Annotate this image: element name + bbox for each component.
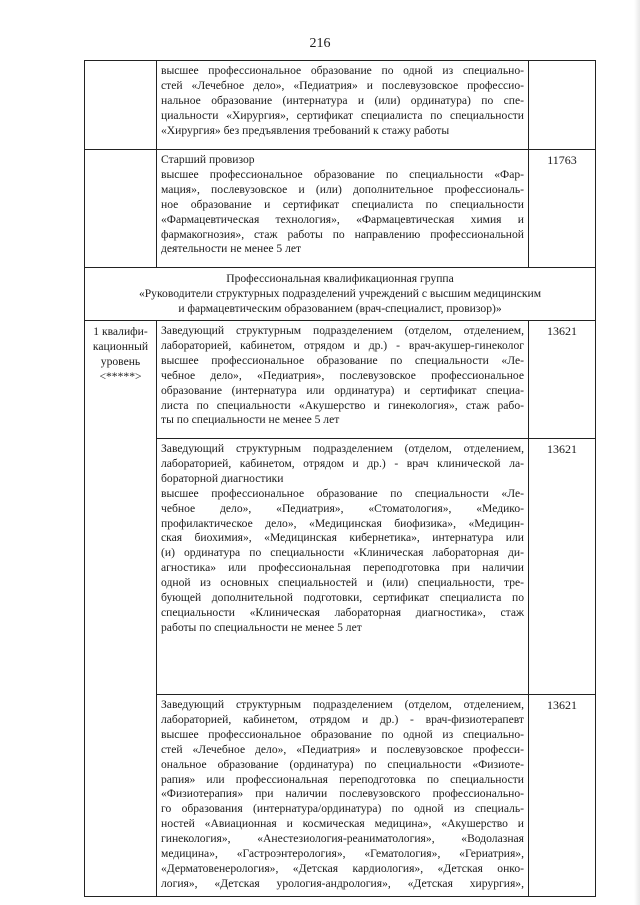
table-row	[85, 321, 596, 439]
level-line: <*****>	[99, 370, 142, 383]
group-header-row	[85, 268, 596, 321]
text-line: высшее профессиональное образование по одной из специально-	[161, 64, 524, 77]
position-description	[157, 439, 529, 695]
text-line: высшее профессиональное образование по специальности «Фар-	[161, 167, 524, 181]
text-line: медицина», «Гастроэнтерология», «Гематология», «Гериатрия»,	[161, 847, 524, 861]
level-cell-empty	[85, 61, 157, 150]
table-row	[85, 695, 596, 897]
text-line: (и) ординатура по специальности «Клиническая лабораторная ди-	[161, 546, 524, 560]
text-line: «Дерматовенерология», «Детская кардиология», «Детская онко-	[161, 861, 524, 875]
text-line: одной из основных специальностей и (или) специальности, тре-	[161, 576, 524, 590]
text-line: логия», «Детская урология-андрология», «Детская хирургия»,	[161, 876, 524, 890]
salary-cell: 13621	[529, 439, 596, 695]
qualification-level-cell	[85, 321, 157, 897]
text-line: Заведующий структурным подразделением (отделом, отделением,	[161, 324, 524, 337]
level-line: кационный	[92, 340, 149, 353]
table-row	[85, 150, 596, 268]
text-line: ностей «Авиационная и космическая медицина», «Акушерство и	[161, 817, 524, 831]
text-line: образование (интернатура или ординатура) и сертификат специа-	[161, 383, 524, 397]
text-line: чебное дело», «Педиатрия», «Стоматология», «Медико-	[161, 501, 524, 515]
text-line: Заведующий структурным подразделением (отделом, отделением,	[161, 442, 524, 455]
text-line: лабораторией, кабинетом, отрядом и др.) - врач-акушер-гинеколог	[161, 338, 524, 352]
position-description	[157, 321, 529, 439]
text-line: «Фармацевтическая технология», «Фармацевтическая химия и	[161, 212, 524, 226]
salary-cell: 11763	[529, 150, 596, 268]
qualification-group-title	[85, 268, 596, 321]
text-line: бораторной диагностики	[161, 471, 284, 485]
text-line: «Хирургия» без предъявления требований к стажу работы	[161, 123, 450, 137]
salary-cell: 13621	[529, 695, 596, 897]
text-line: высшее профессиональное образование по специальности «Ле-	[161, 353, 524, 367]
text-line: рапия» или профессиональная переподготовка по специальности	[161, 772, 524, 786]
group-title-line: и фармацевтическим образованием (врач-специалист, провизор)»	[178, 302, 502, 315]
text-line: лабораторией, кабинетом, отрядом и др.) - врач клинической ла-	[161, 456, 524, 470]
position-description	[157, 61, 529, 150]
text-line: деятельности не менее 5 лет	[161, 242, 302, 256]
text-line: стей «Лечебное дело», «Педиатрия» и послевузовское професси-	[161, 742, 524, 756]
text-line: лабораторией, кабинетом, отрядом и др.) - врач-физиотерапевт	[161, 712, 524, 726]
level-line: 1 квалифи-	[93, 325, 148, 338]
text-line: фармакогнозия», стаж работы по направлению профессиональной	[161, 227, 524, 241]
text-line: ты по специальности не менее 5 лет	[161, 413, 340, 427]
group-title-line: Профессиональная квалификационная группа	[226, 272, 454, 285]
level-line: уровень	[100, 355, 141, 368]
text-line: ская биохимия», «Медицинская кибернетика», интернатура или	[161, 531, 524, 545]
table-row	[85, 61, 596, 150]
qualification-table	[84, 60, 596, 897]
text-line: специальности «Клиническая лабораторная диагностика», стаж	[161, 605, 524, 619]
text-line: листа по специальности «Акушерство и гинекология», стаж рабо-	[161, 398, 524, 412]
text-line: «Физиотерапия» при наличии послевузовского профессионально-	[161, 787, 524, 801]
text-line: го образования (интернатура/ординатура) по одной из специаль-	[161, 802, 524, 816]
text-line: циальности «Хирургия», сертификат специалиста по специальности	[161, 108, 524, 122]
text-line: стей «Лечебное дело», «Педиатрия» и послевузовское профессио-	[161, 78, 524, 92]
text-line: профилактическое дело», «Медицинская биофизика», «Медицин-	[161, 516, 524, 530]
text-line: ональное образование (ординатура) по специальности «Физиоте-	[161, 757, 524, 771]
text-line: Заведующий структурным подразделением (отделом, отделением,	[161, 698, 524, 711]
text-line: бующей дополнительной подготовки, сертификат специалиста по	[161, 591, 524, 605]
text-line: мация», послевузовское и (или) дополнительное профессиональ-	[161, 182, 524, 196]
text-line: ное образование и сертификат специалиста по специальности	[161, 197, 524, 211]
salary-cell	[529, 61, 596, 150]
salary-cell: 13621	[529, 321, 596, 439]
position-description	[157, 695, 529, 897]
page-number: 216	[309, 36, 331, 51]
text-line: чебное дело», «Педиатрия», послевузовское профессиональное	[161, 368, 524, 382]
text-line: высшее профессиональное образование по одной из специально-	[161, 727, 524, 741]
text-line: гинекология», «Анестезиология-реаниматология», «Водолазная	[161, 832, 524, 846]
level-cell-empty	[85, 150, 157, 268]
group-title-line: «Руководители структурных подразделений учреждений с высшим медицинским	[138, 287, 542, 300]
text-line: агностика» или профессиональная переподготовка при наличии	[161, 561, 524, 575]
text-line: высшее профессиональное образование по специальности «Ле-	[161, 486, 524, 500]
text-line: работы по специальности не менее 5 лет	[161, 620, 362, 634]
table-row	[85, 439, 596, 695]
text-line: нальное образование (интернатура и (или) ординатура) по спе-	[161, 93, 524, 107]
position-title: Старший провизор	[161, 153, 255, 166]
scan-edge-shadow	[634, 0, 640, 905]
position-description	[157, 150, 529, 268]
